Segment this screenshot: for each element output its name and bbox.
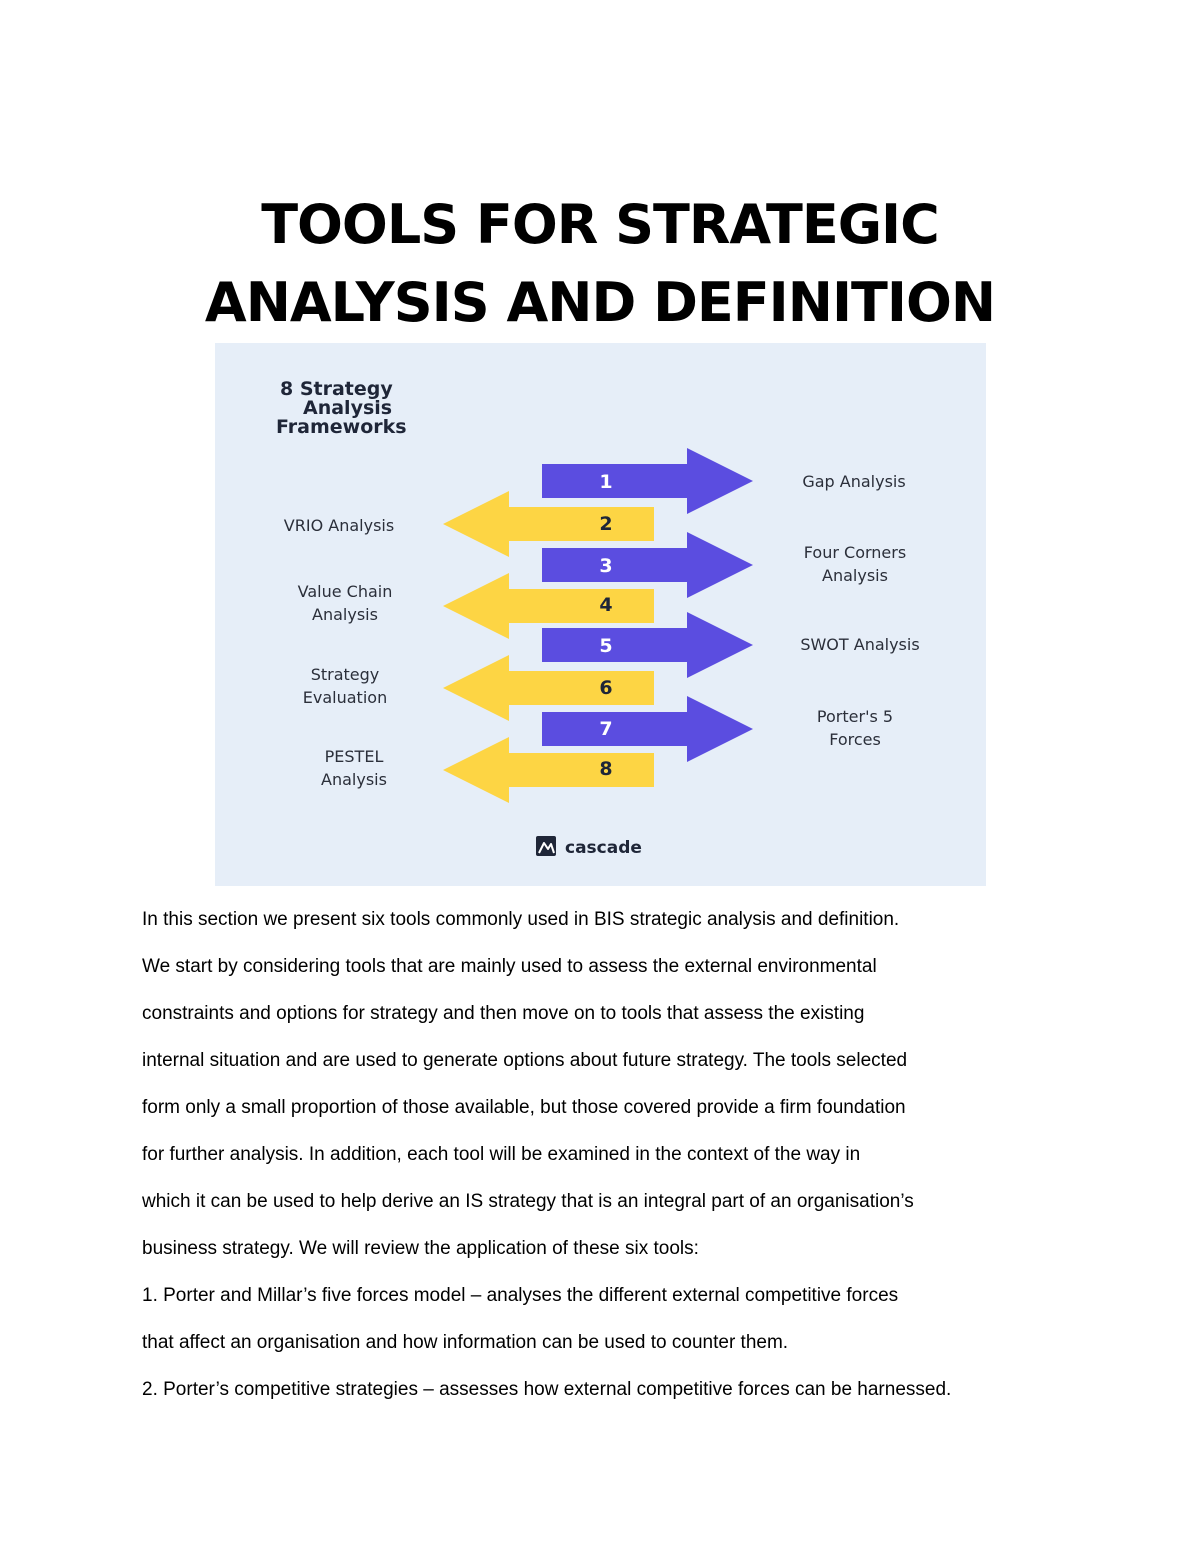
arrow-6-left (443, 655, 654, 721)
arrow-3-right (542, 532, 753, 598)
framework-label-7: Forces (829, 730, 881, 749)
arrow-number-2: 2 (599, 513, 613, 535)
list-item-line: 1. Porter and Millar’s five forces model – analyses the different external competitive forces (142, 1285, 899, 1306)
arrow-number-6: 6 (599, 677, 613, 699)
figure-title-line: Analysis (303, 397, 393, 419)
arrow-7-right (542, 696, 753, 762)
framework-label-4: Value Chain (297, 582, 393, 601)
framework-label-6: Strategy (310, 665, 380, 684)
strategy-frameworks-figure (215, 343, 986, 886)
list-item-line: that affect an organisation and how information can be used to counter them. (142, 1332, 789, 1353)
framework-label-8: PESTEL (324, 747, 384, 766)
arrow-1-right (542, 448, 753, 514)
body-line: internal situation and are used to generate options about future strategy. The tools selected (142, 1050, 908, 1071)
body-line: business strategy. We will review the application of these six tools: (142, 1238, 699, 1259)
framework-label-1: Gap Analysis (802, 472, 906, 491)
framework-label-3: Four Corners (803, 543, 907, 562)
frameworks-diagram (215, 343, 986, 886)
framework-label-2: VRIO Analysis (283, 516, 395, 535)
framework-label-3: Analysis (822, 566, 888, 585)
framework-label-5: SWOT Analysis (800, 635, 920, 654)
mountain-logo-icon (536, 836, 556, 856)
page-title (0, 186, 1200, 342)
list-item-line: 2. Porter’s competitive strategies – assesses how external competitive forces can be harnessed. (142, 1379, 952, 1400)
brand-name: cascade (565, 838, 642, 858)
framework-label-6: Evaluation (302, 688, 388, 707)
framework-label-4: Analysis (312, 605, 378, 624)
arrow-2-left (443, 491, 654, 557)
figure-title-line: 8 Strategy (280, 378, 393, 400)
body-line: form only a small proportion of those available, but those covered provide a firm foundation (142, 1097, 906, 1118)
page-title-line: ANALYSIS AND DEFINITION (204, 271, 996, 335)
framework-label-8: Analysis (321, 770, 387, 789)
body-line: which it can be used to help derive an IS strategy that is an integral part of an organisation’s (142, 1191, 914, 1212)
body-line: In this section we present six tools commonly used in BIS strategic analysis and definition. (142, 909, 900, 930)
body-paragraph (142, 896, 1082, 1413)
arrow-number-5: 5 (599, 635, 613, 657)
arrow-number-7: 7 (599, 718, 613, 740)
framework-label-7: Porter's 5 (816, 707, 894, 726)
arrow-number-1: 1 (599, 471, 613, 493)
arrow-number-8: 8 (599, 758, 613, 780)
arrow-8-left (443, 737, 654, 803)
body-line: We start by considering tools that are mainly used to assess the external environmental (142, 956, 877, 977)
body-line: constraints and options for strategy and then move on to tools that assess the existing (142, 1003, 865, 1024)
arrow-number-4: 4 (599, 594, 613, 616)
page-title-line: TOOLS FOR STRATEGIC (261, 193, 939, 257)
figure-title-line: Frameworks (276, 416, 407, 438)
body-line: for further analysis. In addition, each tool will be examined in the context of the way in (142, 1144, 861, 1165)
arrow-number-3: 3 (599, 555, 613, 577)
